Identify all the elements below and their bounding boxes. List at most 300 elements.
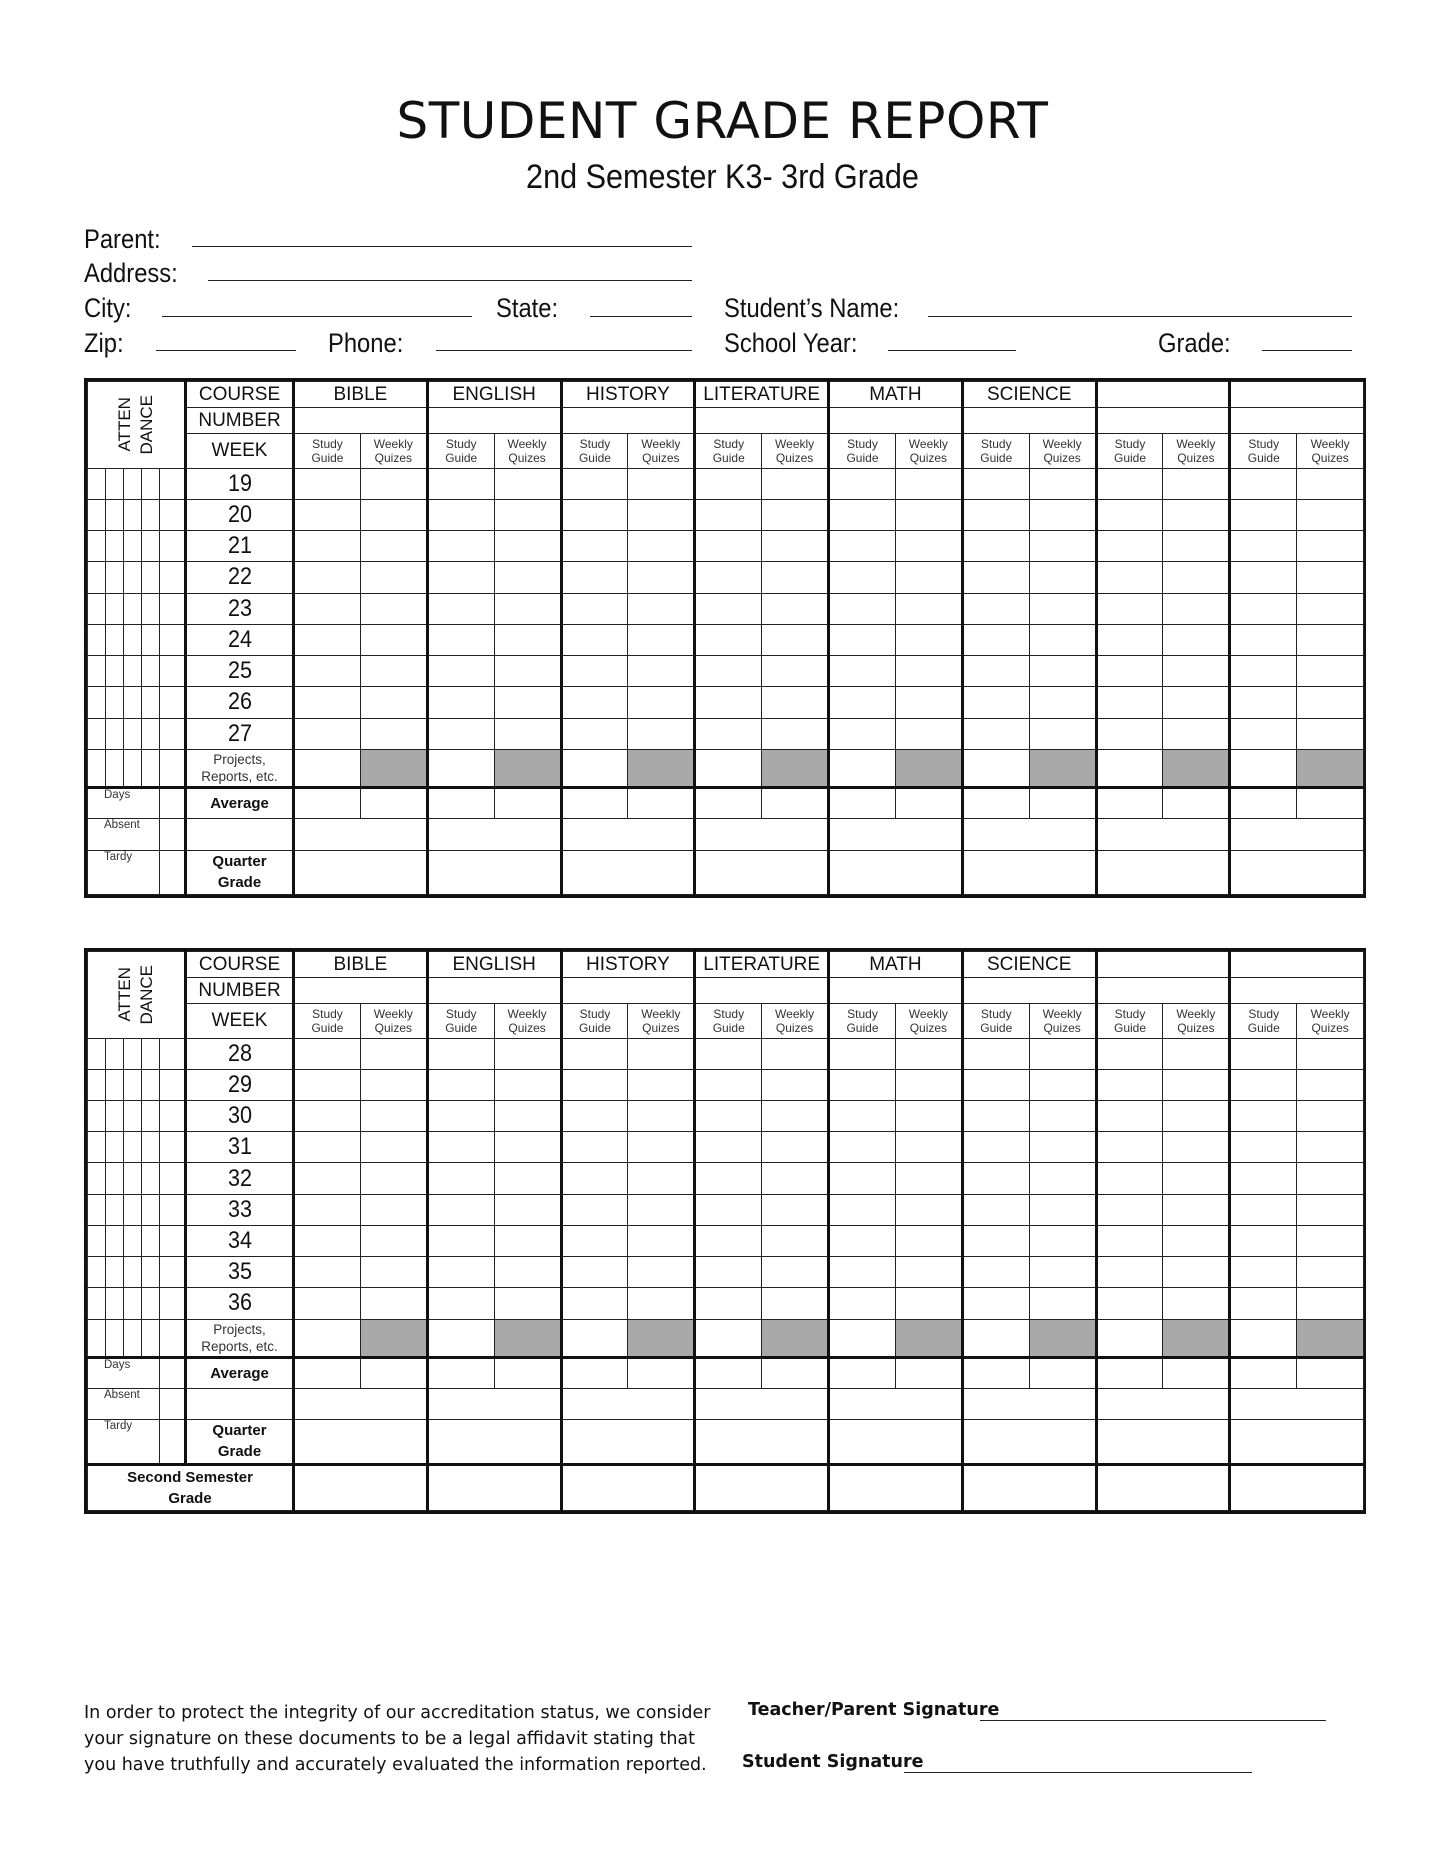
quarter-grade-cell[interactable]	[829, 1420, 963, 1464]
study-guide-cell[interactable]	[294, 687, 361, 718]
attendance-cell[interactable]	[124, 687, 142, 718]
study-guide-cell[interactable]	[561, 562, 628, 593]
study-guide-cell[interactable]	[829, 624, 896, 655]
attendance-cell[interactable]	[142, 593, 160, 624]
weekly-quiz-cell[interactable]	[494, 1069, 561, 1100]
weekly-quiz-cell[interactable]	[360, 1288, 427, 1319]
weekly-quiz-cell[interactable]	[494, 1038, 561, 1069]
weekly-quiz-cell[interactable]	[494, 1194, 561, 1225]
weekly-quiz-cell[interactable]	[494, 718, 561, 749]
weekly-quiz-cell[interactable]	[1163, 593, 1230, 624]
weekly-quiz-cell[interactable]	[628, 1069, 695, 1100]
student-signature-field[interactable]	[904, 1772, 1252, 1773]
attendance-cell[interactable]	[124, 1132, 142, 1163]
weekly-quiz-cell[interactable]	[762, 1257, 829, 1288]
quarter-grade-cell[interactable]	[962, 1420, 1096, 1464]
tardy-cell[interactable]	[160, 850, 186, 894]
weekly-quiz-cell[interactable]	[628, 531, 695, 562]
weekly-quiz-cell[interactable]	[1029, 718, 1096, 749]
study-guide-cell[interactable]	[962, 656, 1029, 687]
weekly-quiz-cell[interactable]	[1297, 1163, 1364, 1194]
weekly-quiz-cell[interactable]	[1163, 718, 1230, 749]
attendance-cell[interactable]	[88, 1132, 106, 1163]
attendance-cell[interactable]	[142, 749, 160, 787]
teacher-signature-field[interactable]	[980, 1720, 1326, 1721]
course-number-cell[interactable]	[427, 978, 561, 1004]
study-guide-cell[interactable]	[1096, 1101, 1163, 1132]
quarter-grade-cell[interactable]	[829, 850, 963, 894]
weekly-quiz-cell[interactable]	[762, 593, 829, 624]
semester-grade-cell[interactable]	[427, 1464, 561, 1510]
study-guide-cell[interactable]	[962, 593, 1029, 624]
attendance-cell[interactable]	[160, 749, 186, 787]
study-guide-cell[interactable]	[561, 1225, 628, 1256]
weekly-quiz-cell[interactable]	[494, 624, 561, 655]
average-study-guide-cell[interactable]	[561, 1357, 628, 1388]
study-guide-cell[interactable]	[829, 593, 896, 624]
quarter-grade-cell[interactable]	[1230, 1420, 1364, 1464]
weekly-quiz-cell[interactable]	[1029, 687, 1096, 718]
average-weekly-quiz-cell[interactable]	[1163, 1357, 1230, 1388]
study-guide-cell[interactable]	[695, 1194, 762, 1225]
average-weekly-quiz-cell[interactable]	[1029, 1357, 1096, 1388]
projects-cell[interactable]	[829, 749, 896, 787]
weekly-quiz-cell[interactable]	[762, 656, 829, 687]
weekly-quiz-cell[interactable]	[1029, 1257, 1096, 1288]
weekly-quiz-cell[interactable]	[895, 499, 962, 530]
semester-grade-cell[interactable]	[561, 1464, 695, 1510]
weekly-quiz-cell[interactable]	[1163, 656, 1230, 687]
attendance-cell[interactable]	[106, 593, 124, 624]
attendance-cell[interactable]	[160, 1319, 186, 1357]
weekly-quiz-cell[interactable]	[360, 1101, 427, 1132]
course-number-cell[interactable]	[294, 978, 428, 1004]
study-guide-cell[interactable]	[1096, 1225, 1163, 1256]
semester-grade-cell[interactable]	[1096, 1464, 1230, 1510]
weekly-quiz-cell[interactable]	[628, 624, 695, 655]
days-cell[interactable]	[160, 1357, 186, 1388]
study-guide-cell[interactable]	[427, 499, 494, 530]
weekly-quiz-cell[interactable]	[895, 1101, 962, 1132]
attendance-cell[interactable]	[142, 624, 160, 655]
attendance-cell[interactable]	[106, 687, 124, 718]
weekly-quiz-cell[interactable]	[895, 718, 962, 749]
blank-cell[interactable]	[1096, 819, 1230, 850]
study-guide-cell[interactable]	[294, 1288, 361, 1319]
weekly-quiz-cell[interactable]	[762, 1069, 829, 1100]
weekly-quiz-cell[interactable]	[895, 1194, 962, 1225]
zip-field[interactable]	[156, 350, 296, 351]
weekly-quiz-cell[interactable]	[762, 718, 829, 749]
semester-grade-cell[interactable]	[962, 1464, 1096, 1510]
blank-cell[interactable]	[1230, 819, 1364, 850]
attendance-cell[interactable]	[106, 624, 124, 655]
attendance-cell[interactable]	[124, 468, 142, 499]
attendance-cell[interactable]	[160, 718, 186, 749]
blank-cell[interactable]	[294, 819, 428, 850]
study-guide-cell[interactable]	[294, 1194, 361, 1225]
attendance-cell[interactable]	[160, 1225, 186, 1256]
attendance-cell[interactable]	[106, 531, 124, 562]
projects-cell[interactable]	[294, 749, 361, 787]
phone-field[interactable]	[436, 350, 692, 351]
weekly-quiz-cell[interactable]	[360, 718, 427, 749]
study-guide-cell[interactable]	[1230, 562, 1297, 593]
study-guide-cell[interactable]	[695, 1288, 762, 1319]
weekly-quiz-cell[interactable]	[494, 468, 561, 499]
weekly-quiz-cell[interactable]	[494, 1101, 561, 1132]
attendance-cell[interactable]	[142, 687, 160, 718]
study-guide-cell[interactable]	[427, 656, 494, 687]
weekly-quiz-cell[interactable]	[762, 1132, 829, 1163]
course-number-cell[interactable]	[829, 978, 963, 1004]
weekly-quiz-cell[interactable]	[1029, 656, 1096, 687]
state-field[interactable]	[590, 316, 692, 317]
average-study-guide-cell[interactable]	[829, 788, 896, 819]
absent-cell[interactable]	[160, 819, 186, 850]
study-guide-cell[interactable]	[294, 499, 361, 530]
study-guide-cell[interactable]	[1230, 499, 1297, 530]
weekly-quiz-cell[interactable]	[1029, 1069, 1096, 1100]
weekly-quiz-cell[interactable]	[628, 593, 695, 624]
attendance-cell[interactable]	[124, 1225, 142, 1256]
attendance-cell[interactable]	[124, 531, 142, 562]
study-guide-cell[interactable]	[294, 562, 361, 593]
attendance-cell[interactable]	[142, 1038, 160, 1069]
attendance-cell[interactable]	[88, 499, 106, 530]
weekly-quiz-cell[interactable]	[1297, 531, 1364, 562]
study-guide-cell[interactable]	[962, 718, 1029, 749]
weekly-quiz-cell[interactable]	[1163, 1194, 1230, 1225]
study-guide-cell[interactable]	[561, 718, 628, 749]
average-study-guide-cell[interactable]	[1230, 788, 1297, 819]
average-study-guide-cell[interactable]	[294, 1357, 361, 1388]
attendance-cell[interactable]	[106, 656, 124, 687]
study-guide-cell[interactable]	[561, 468, 628, 499]
attendance-cell[interactable]	[142, 1132, 160, 1163]
quarter-grade-cell[interactable]	[561, 850, 695, 894]
study-guide-cell[interactable]	[427, 531, 494, 562]
semester-grade-cell[interactable]	[294, 1464, 428, 1510]
weekly-quiz-cell[interactable]	[1297, 1288, 1364, 1319]
course-number-cell[interactable]	[561, 408, 695, 434]
attendance-cell[interactable]	[142, 562, 160, 593]
weekly-quiz-cell[interactable]	[1163, 1101, 1230, 1132]
study-guide-cell[interactable]	[1230, 1101, 1297, 1132]
study-guide-cell[interactable]	[695, 468, 762, 499]
average-study-guide-cell[interactable]	[294, 788, 361, 819]
weekly-quiz-cell[interactable]	[895, 1257, 962, 1288]
weekly-quiz-cell[interactable]	[494, 593, 561, 624]
attendance-cell[interactable]	[88, 593, 106, 624]
weekly-quiz-cell[interactable]	[762, 468, 829, 499]
weekly-quiz-cell[interactable]	[1163, 468, 1230, 499]
course-number-cell[interactable]	[561, 978, 695, 1004]
semester-grade-cell[interactable]	[829, 1464, 963, 1510]
attendance-cell[interactable]	[160, 1194, 186, 1225]
average-study-guide-cell[interactable]	[427, 1357, 494, 1388]
study-guide-cell[interactable]	[427, 1288, 494, 1319]
study-guide-cell[interactable]	[1096, 499, 1163, 530]
weekly-quiz-cell[interactable]	[1163, 531, 1230, 562]
weekly-quiz-cell[interactable]	[360, 1132, 427, 1163]
weekly-quiz-cell[interactable]	[1029, 1101, 1096, 1132]
weekly-quiz-cell[interactable]	[1029, 468, 1096, 499]
study-guide-cell[interactable]	[962, 1288, 1029, 1319]
course-number-cell[interactable]	[294, 408, 428, 434]
attendance-cell[interactable]	[142, 531, 160, 562]
attendance-cell[interactable]	[124, 499, 142, 530]
study-guide-cell[interactable]	[427, 1163, 494, 1194]
blank-cell[interactable]	[829, 819, 963, 850]
weekly-quiz-cell[interactable]	[494, 1257, 561, 1288]
course-number-cell[interactable]	[427, 408, 561, 434]
attendance-cell[interactable]	[88, 1163, 106, 1194]
study-guide-cell[interactable]	[695, 1257, 762, 1288]
weekly-quiz-cell[interactable]	[628, 1132, 695, 1163]
attendance-cell[interactable]	[88, 1038, 106, 1069]
average-weekly-quiz-cell[interactable]	[628, 1357, 695, 1388]
study-guide-cell[interactable]	[561, 624, 628, 655]
average-study-guide-cell[interactable]	[1096, 788, 1163, 819]
weekly-quiz-cell[interactable]	[1297, 687, 1364, 718]
weekly-quiz-cell[interactable]	[1297, 1101, 1364, 1132]
attendance-cell[interactable]	[124, 718, 142, 749]
study-guide-cell[interactable]	[829, 562, 896, 593]
study-guide-cell[interactable]	[1230, 468, 1297, 499]
average-weekly-quiz-cell[interactable]	[762, 788, 829, 819]
attendance-cell[interactable]	[124, 1257, 142, 1288]
blank-cell[interactable]	[427, 1389, 561, 1420]
average-weekly-quiz-cell[interactable]	[1163, 788, 1230, 819]
study-guide-cell[interactable]	[829, 1101, 896, 1132]
address-field[interactable]	[208, 280, 692, 281]
study-guide-cell[interactable]	[294, 624, 361, 655]
study-guide-cell[interactable]	[829, 718, 896, 749]
study-guide-cell[interactable]	[561, 499, 628, 530]
attendance-cell[interactable]	[106, 1163, 124, 1194]
study-guide-cell[interactable]	[561, 1194, 628, 1225]
attendance-cell[interactable]	[160, 624, 186, 655]
study-guide-cell[interactable]	[962, 1069, 1029, 1100]
weekly-quiz-cell[interactable]	[1297, 1257, 1364, 1288]
study-guide-cell[interactable]	[695, 1038, 762, 1069]
weekly-quiz-cell[interactable]	[360, 687, 427, 718]
weekly-quiz-cell[interactable]	[762, 624, 829, 655]
weekly-quiz-cell[interactable]	[360, 656, 427, 687]
weekly-quiz-cell[interactable]	[1029, 1163, 1096, 1194]
weekly-quiz-cell[interactable]	[762, 531, 829, 562]
weekly-quiz-cell[interactable]	[494, 656, 561, 687]
weekly-quiz-cell[interactable]	[1163, 1132, 1230, 1163]
attendance-cell[interactable]	[88, 1257, 106, 1288]
projects-cell[interactable]	[962, 1319, 1029, 1357]
weekly-quiz-cell[interactable]	[360, 562, 427, 593]
attendance-cell[interactable]	[160, 1069, 186, 1100]
weekly-quiz-cell[interactable]	[628, 562, 695, 593]
weekly-quiz-cell[interactable]	[628, 1257, 695, 1288]
study-guide-cell[interactable]	[1096, 1288, 1163, 1319]
study-guide-cell[interactable]	[427, 593, 494, 624]
average-weekly-quiz-cell[interactable]	[494, 1357, 561, 1388]
weekly-quiz-cell[interactable]	[1297, 562, 1364, 593]
study-guide-cell[interactable]	[829, 1225, 896, 1256]
weekly-quiz-cell[interactable]	[494, 687, 561, 718]
attendance-cell[interactable]	[88, 624, 106, 655]
study-guide-cell[interactable]	[695, 1132, 762, 1163]
study-guide-cell[interactable]	[427, 1038, 494, 1069]
attendance-cell[interactable]	[160, 531, 186, 562]
weekly-quiz-cell[interactable]	[494, 1132, 561, 1163]
weekly-quiz-cell[interactable]	[762, 1038, 829, 1069]
attendance-cell[interactable]	[124, 562, 142, 593]
attendance-cell[interactable]	[124, 749, 142, 787]
study-guide-cell[interactable]	[561, 1257, 628, 1288]
average-weekly-quiz-cell[interactable]	[1029, 788, 1096, 819]
study-guide-cell[interactable]	[1230, 718, 1297, 749]
study-guide-cell[interactable]	[962, 1132, 1029, 1163]
weekly-quiz-cell[interactable]	[494, 499, 561, 530]
study-guide-cell[interactable]	[695, 562, 762, 593]
attendance-cell[interactable]	[106, 718, 124, 749]
weekly-quiz-cell[interactable]	[1297, 1132, 1364, 1163]
quarter-grade-cell[interactable]	[427, 850, 561, 894]
weekly-quiz-cell[interactable]	[494, 1163, 561, 1194]
quarter-grade-cell[interactable]	[294, 1420, 428, 1464]
attendance-cell[interactable]	[124, 1038, 142, 1069]
weekly-quiz-cell[interactable]	[762, 1288, 829, 1319]
weekly-quiz-cell[interactable]	[1297, 718, 1364, 749]
attendance-cell[interactable]	[160, 656, 186, 687]
weekly-quiz-cell[interactable]	[895, 656, 962, 687]
study-guide-cell[interactable]	[427, 468, 494, 499]
attendance-cell[interactable]	[142, 1319, 160, 1357]
study-guide-cell[interactable]	[561, 1132, 628, 1163]
average-study-guide-cell[interactable]	[695, 1357, 762, 1388]
study-guide-cell[interactable]	[829, 531, 896, 562]
study-guide-cell[interactable]	[829, 1132, 896, 1163]
weekly-quiz-cell[interactable]	[1297, 624, 1364, 655]
attendance-cell[interactable]	[124, 1101, 142, 1132]
study-guide-cell[interactable]	[294, 531, 361, 562]
weekly-quiz-cell[interactable]	[360, 499, 427, 530]
study-guide-cell[interactable]	[695, 1225, 762, 1256]
attendance-cell[interactable]	[160, 562, 186, 593]
study-guide-cell[interactable]	[962, 468, 1029, 499]
study-guide-cell[interactable]	[427, 624, 494, 655]
weekly-quiz-cell[interactable]	[628, 1288, 695, 1319]
study-guide-cell[interactable]	[829, 656, 896, 687]
quarter-grade-cell[interactable]	[294, 850, 428, 894]
weekly-quiz-cell[interactable]	[895, 593, 962, 624]
weekly-quiz-cell[interactable]	[628, 1225, 695, 1256]
course-number-cell[interactable]	[1096, 408, 1230, 434]
weekly-quiz-cell[interactable]	[494, 562, 561, 593]
study-guide-cell[interactable]	[294, 1163, 361, 1194]
weekly-quiz-cell[interactable]	[360, 593, 427, 624]
weekly-quiz-cell[interactable]	[895, 468, 962, 499]
study-guide-cell[interactable]	[294, 718, 361, 749]
study-guide-cell[interactable]	[829, 687, 896, 718]
study-guide-cell[interactable]	[1096, 1194, 1163, 1225]
weekly-quiz-cell[interactable]	[494, 1225, 561, 1256]
attendance-cell[interactable]	[124, 1194, 142, 1225]
attendance-cell[interactable]	[142, 1257, 160, 1288]
study-guide-cell[interactable]	[1096, 624, 1163, 655]
projects-cell[interactable]	[1096, 1319, 1163, 1357]
attendance-cell[interactable]	[160, 1101, 186, 1132]
course-number-cell[interactable]	[695, 408, 829, 434]
quarter-grade-cell[interactable]	[695, 1420, 829, 1464]
attendance-cell[interactable]	[106, 499, 124, 530]
weekly-quiz-cell[interactable]	[1029, 1288, 1096, 1319]
average-weekly-quiz-cell[interactable]	[895, 788, 962, 819]
projects-cell[interactable]	[427, 1319, 494, 1357]
weekly-quiz-cell[interactable]	[628, 1101, 695, 1132]
study-guide-cell[interactable]	[427, 1225, 494, 1256]
weekly-quiz-cell[interactable]	[1029, 593, 1096, 624]
weekly-quiz-cell[interactable]	[1297, 1038, 1364, 1069]
attendance-cell[interactable]	[142, 656, 160, 687]
study-guide-cell[interactable]	[1096, 656, 1163, 687]
average-study-guide-cell[interactable]	[695, 788, 762, 819]
study-guide-cell[interactable]	[962, 624, 1029, 655]
study-guide-cell[interactable]	[427, 1101, 494, 1132]
weekly-quiz-cell[interactable]	[1297, 1225, 1364, 1256]
attendance-cell[interactable]	[124, 1069, 142, 1100]
study-guide-cell[interactable]	[561, 1038, 628, 1069]
course-number-cell[interactable]	[1230, 978, 1364, 1004]
weekly-quiz-cell[interactable]	[360, 531, 427, 562]
weekly-quiz-cell[interactable]	[1163, 499, 1230, 530]
average-weekly-quiz-cell[interactable]	[628, 788, 695, 819]
weekly-quiz-cell[interactable]	[1163, 1225, 1230, 1256]
weekly-quiz-cell[interactable]	[1297, 468, 1364, 499]
study-guide-cell[interactable]	[1230, 1225, 1297, 1256]
attendance-cell[interactable]	[88, 1194, 106, 1225]
attendance-cell[interactable]	[106, 1319, 124, 1357]
study-guide-cell[interactable]	[695, 656, 762, 687]
weekly-quiz-cell[interactable]	[1029, 562, 1096, 593]
study-guide-cell[interactable]	[561, 531, 628, 562]
weekly-quiz-cell[interactable]	[762, 1163, 829, 1194]
average-study-guide-cell[interactable]	[962, 788, 1029, 819]
attendance-cell[interactable]	[142, 1225, 160, 1256]
projects-cell[interactable]	[962, 749, 1029, 787]
attendance-cell[interactable]	[88, 1288, 106, 1319]
study-guide-cell[interactable]	[427, 562, 494, 593]
blank-cell[interactable]	[695, 1389, 829, 1420]
weekly-quiz-cell[interactable]	[1029, 499, 1096, 530]
student-name-field[interactable]	[928, 316, 1352, 317]
weekly-quiz-cell[interactable]	[628, 468, 695, 499]
study-guide-cell[interactable]	[1230, 1038, 1297, 1069]
study-guide-cell[interactable]	[1230, 531, 1297, 562]
study-guide-cell[interactable]	[829, 468, 896, 499]
weekly-quiz-cell[interactable]	[895, 562, 962, 593]
weekly-quiz-cell[interactable]	[1029, 1225, 1096, 1256]
average-study-guide-cell[interactable]	[561, 788, 628, 819]
study-guide-cell[interactable]	[962, 1038, 1029, 1069]
projects-cell[interactable]	[561, 1319, 628, 1357]
weekly-quiz-cell[interactable]	[1029, 1038, 1096, 1069]
weekly-quiz-cell[interactable]	[1163, 1163, 1230, 1194]
weekly-quiz-cell[interactable]	[628, 718, 695, 749]
weekly-quiz-cell[interactable]	[628, 1163, 695, 1194]
weekly-quiz-cell[interactable]	[628, 687, 695, 718]
attendance-cell[interactable]	[160, 1163, 186, 1194]
study-guide-cell[interactable]	[962, 687, 1029, 718]
